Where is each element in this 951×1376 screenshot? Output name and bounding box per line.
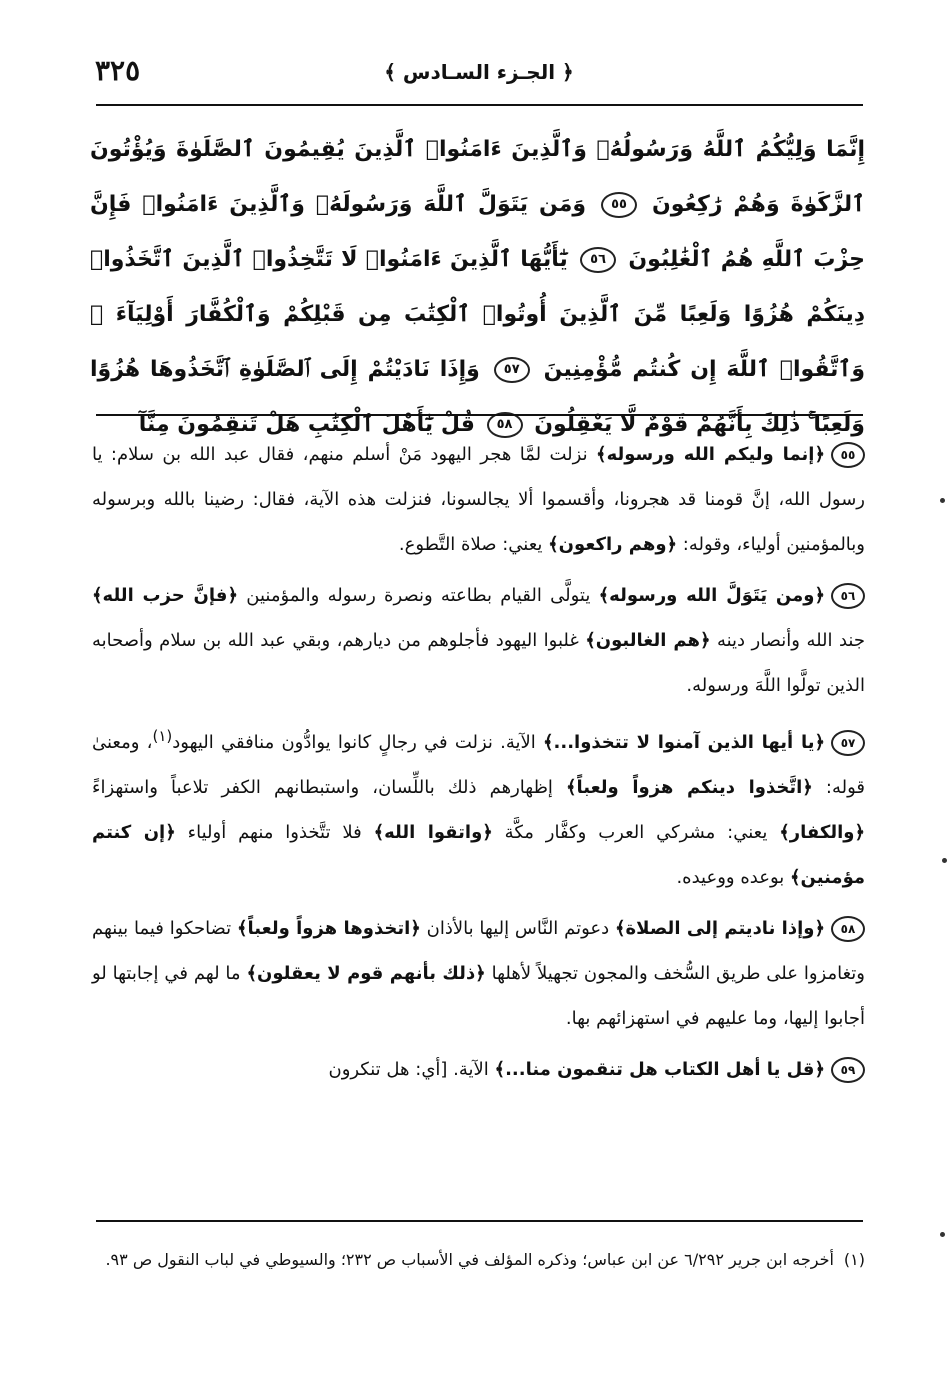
quoted-phrase: ﴿إن كنتم مؤمنين﴾ [92,822,865,888]
header-title: ﴿ الجـزء السـادس ﴾ [384,60,574,84]
commentary-text: بوعده ووعيده. [676,867,790,888]
commentary-verse-57 [92,714,865,900]
commentary-text: فلا تتَّخذوا منهم أولياء [175,822,374,843]
commentary-text: ، ومعنىٰ قوله: [92,732,865,798]
verse-57-marker: ٥٧ [494,357,530,383]
verse-55-marker: ٥٥ [601,192,637,218]
quoted-phrase: ﴿هم الغالبون﴾ [585,630,711,651]
page-number: ٣٢٥ [95,54,141,87]
quran-text-block [90,122,865,437]
verse-number-badge: ٥٨ [831,916,865,942]
commentary-text: ما لهم في إجابتها لو أجابوا إليها، وما عليهم في استهزائهم بها. [92,963,865,1029]
quoted-phrase: ﴿قل يا أهل الكتاب هل تنقمون منا...﴾ [494,1059,825,1080]
margin-speck [940,498,945,503]
commentary-verse-56 [92,573,865,708]
commentary-verse-59 [92,1047,865,1092]
quoted-phrase: ﴿والكفار﴾ [779,822,865,843]
commentary-text: يتولَّى القيام بطاعته ونصرة رسوله والمؤمنين [238,585,599,606]
verse-56-text: وَمَن يَتَوَلَّ ٱللَّهَ وَرَسُولَهُۥ وَٱلَّذِينَ ءَامَنُوا۟ فَإِنَّ حِزْبَ ٱللَّهِ هُمُ ٱلْغَٰلِبُونَ [90,192,865,272]
commentary-verse-58 [92,906,865,1041]
verse-57-text: يَٰٓأَيُّهَا ٱلَّذِينَ ءَامَنُوا۟ لَا تَتَّخِذُوا۟ ٱلَّذِينَ ٱتَّخَذُوا۟ دِينَكُمْ هُزُوًا وَلَعِبًا مِّنَ ٱلَّذِينَ أُوتُوا۟ ٱلْكِتَٰبَ مِن قَبْلِكُمْ وَٱلْكُفَّارَ أَوْلِيَآءَ ۚ وَٱتَّقُوا۟ ٱللَّهَ إِن كُنتُم مُّؤْمِنِينَ [90,247,865,382]
footnote-reference[interactable]: (١) [152,727,173,745]
quoted-phrase: ﴿يا أيها الذين آمنوا لا تتخذوا...﴾ [542,732,826,753]
footnote-label: (١) [843,1250,865,1269]
commentary-text: يعني: مشركي العرب وكفَّار مكَّة [492,822,780,843]
footnote-text: أخرجه ابن جرير ٦/٢٩٢ عن ابن عباس؛ وذكره المؤلف في الأسباب ص ٢٣٢؛ والسيوطي في لباب النقول ص ٩٣. [105,1250,834,1269]
commentary-text: إظهارهم ذلك باللِّسان، واستبطانهم الكفر تلاعباً واستهزاءً [92,777,566,798]
verse-56-marker: ٥٦ [580,247,616,273]
verse-55-text: إِنَّمَا وَلِيُّكُمُ ٱللَّهُ وَرَسُولُهُۥ وَٱلَّذِينَ ءَامَنُوا۟ ٱلَّذِينَ يُقِيمُونَ ٱلصَّلَوٰةَ وَيُؤْتُونَ ٱلزَّكَوٰةَ وَهُمْ رَٰكِعُونَ [90,137,865,217]
footnote-rule [96,1220,863,1222]
quoted-phrase: ﴿إنما وليكم الله ورسوله﴾ [596,444,825,465]
margin-speck [942,858,947,863]
commentary-text: يعني: صلاة التَّطوع. [398,534,549,555]
commentary-block [92,432,865,1212]
commentary-verse-55 [92,432,865,567]
footnote [92,1240,865,1336]
quoted-phrase: ﴿اتَّخذوا دينكم هزواً ولعباً﴾ [565,777,813,798]
commentary-text: نزلت لمَّا هجر اليهود مَنْ أسلم منهم، فقال عبد الله بن سلام: يا رسول الله، إنَّ قومنا قد هجرونا، وأقسموا ألا يجالسونا، فنزلت هذه الآية، فقال: رضينا بالله وبرسوله وبالمؤمنين أولياء، وقوله: [92,444,865,555]
quoted-phrase: ﴿ذلك بأنهم قوم لا يعقلون﴾ [246,963,486,984]
verse-59-text: قُلْ يَٰٓأَهْلَ ٱلْكِتَٰبِ هَلْ تَنقِمُونَ مِنَّآ [138,412,475,437]
verse-number-badge: ٥٦ [831,583,865,609]
header-rule [96,104,863,106]
commentary-text: دعوتم النَّاس إليها بالأذان [420,918,615,939]
quoted-phrase: ﴿وإذا ناديتم إلى الصلاة﴾ [614,918,825,939]
quoted-phrase: ﴿فإنَّ حزب الله﴾ [92,585,239,606]
margin-speck [940,1232,945,1237]
quoted-phrase: ﴿وهم راكعون﴾ [548,534,678,555]
verse-number-badge: ٥٩ [831,1057,865,1083]
quoted-phrase: ﴿اتخذوها هزواً ولعباً﴾ [237,918,421,939]
quoted-phrase: ﴿ومن يَتَوَلَّ الله ورسوله﴾ [598,585,825,606]
page-header [95,48,863,98]
commentary-text: الآية. [أي: هل تنكرون [328,1059,495,1080]
section-rule [96,414,863,416]
commentary-text: تضاحكوا فيما بينهم وتغامزوا على طريق السُّخف والمجون تجهيلاً لأهلها [92,918,865,984]
verse-number-badge: ٥٧ [831,730,865,756]
commentary-text: غلبوا اليهود فأجلوهم من ديارهم، وبقي عبد الله بن سلام وأصحابه الذين تولَّوا اللَّهَ ورسوله. [92,630,865,696]
verse-58-marker: ٥٨ [487,412,523,438]
verse-number-badge: ٥٥ [831,442,865,468]
commentary-text: الآية. نزلت في رجالٍ كانوا يوادُّون منافقي اليهود [172,732,543,753]
commentary-text: جند الله وأنصار دينه [710,630,865,651]
quoted-phrase: ﴿واتقوا الله﴾ [373,822,493,843]
verse-58-text: وَإِذَا نَادَيْتُمْ إِلَى ٱلصَّلَوٰةِ ٱتَّخَذُوهَا هُزُوًا وَلَعِبًا ۚ ذَٰلِكَ بِأَنَّهُمْ قَوْمٌ لَّا يَعْقِلُونَ [90,357,865,437]
